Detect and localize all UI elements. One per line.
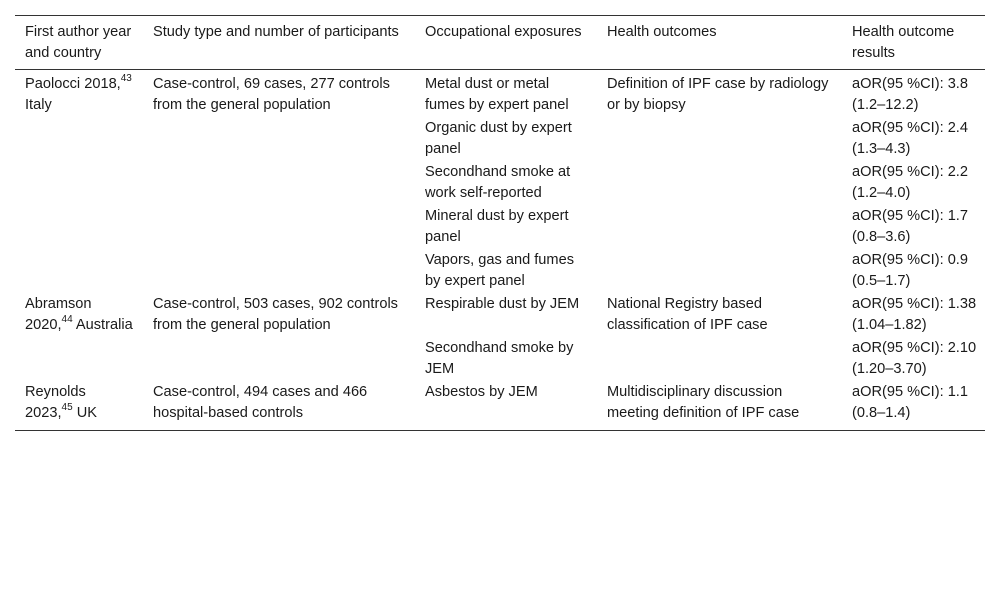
header-exposure: Occupational exposures bbox=[425, 24, 582, 40]
header-author: First author year and country bbox=[25, 24, 132, 61]
study-cell: Case-control, 503 cases, 902 controls from the general population bbox=[153, 296, 398, 333]
exposure-cell: Vapors, gas and fumes by expert panel bbox=[425, 252, 574, 289]
author-country: Italy bbox=[25, 97, 52, 113]
exposure-cell: Secondhand smoke by JEM bbox=[425, 340, 574, 377]
author-name: Abramson 2020, bbox=[25, 296, 92, 333]
header-study: Study type and number of participants bbox=[153, 24, 399, 40]
result-cell: aOR(95 %CI): 0.9 (0.5–1.7) bbox=[852, 252, 968, 289]
reference-number: 44 bbox=[61, 314, 73, 326]
exposure-cell: Metal dust or metal fumes by expert panel bbox=[425, 76, 569, 113]
study-cell: Case-control, 494 cases and 466 hospital-based controls bbox=[153, 384, 368, 421]
reference-number: 45 bbox=[61, 402, 73, 414]
result-cell: aOR(95 %CI): 1.38 (1.04–1.82) bbox=[852, 296, 977, 333]
table-row bbox=[15, 381, 985, 431]
exposure-cell: Secondhand smoke at work self-reported bbox=[425, 164, 571, 201]
result-cell: aOR(95 %CI): 2.2 (1.2–4.0) bbox=[852, 164, 968, 201]
occupational-exposures-table bbox=[15, 15, 985, 431]
exposure-cell: Respirable dust by JEM bbox=[425, 296, 580, 312]
author-country: Australia bbox=[72, 317, 133, 333]
reference-number: 43 bbox=[120, 73, 132, 85]
study-cell: Case-control, 69 cases, 277 controls from the general population bbox=[153, 76, 390, 113]
result-cell: aOR(95 %CI): 1.7 (0.8–3.6) bbox=[852, 208, 968, 245]
result-cell: aOR(95 %CI): 2.10 (1.20–3.70) bbox=[852, 340, 977, 377]
outcome-cell: National Registry based classification of IPF case bbox=[607, 296, 768, 333]
author-cell bbox=[15, 293, 143, 381]
outcome-cell: Definition of IPF case by radiology or by biopsy bbox=[607, 76, 829, 113]
table-row bbox=[15, 70, 985, 118]
exposure-cell: Mineral dust by expert panel bbox=[425, 208, 569, 245]
exposure-cell: Organic dust by expert panel bbox=[425, 120, 572, 157]
result-cell: aOR(95 %CI): 1.1 (0.8–1.4) bbox=[852, 384, 968, 421]
author-country: UK bbox=[72, 405, 97, 421]
header-result: Health outcome results bbox=[852, 24, 955, 61]
result-cell: aOR(95 %CI): 2.4 (1.3–4.3) bbox=[852, 120, 968, 157]
exposure-cell: Asbestos by JEM bbox=[425, 384, 538, 400]
author-cell bbox=[15, 70, 143, 294]
author-cell bbox=[15, 381, 143, 431]
table-header-row bbox=[15, 16, 985, 70]
result-cell: aOR(95 %CI): 3.8 (1.2–12.2) bbox=[852, 76, 968, 113]
outcome-cell: Multidisciplinary discussion meeting definition of IPF case bbox=[607, 384, 800, 421]
header-outcome: Health outcomes bbox=[607, 24, 717, 40]
author-name: Reynolds 2023, bbox=[25, 384, 86, 421]
author-name: Paolocci 2018, bbox=[25, 76, 121, 92]
table-row bbox=[15, 293, 985, 337]
